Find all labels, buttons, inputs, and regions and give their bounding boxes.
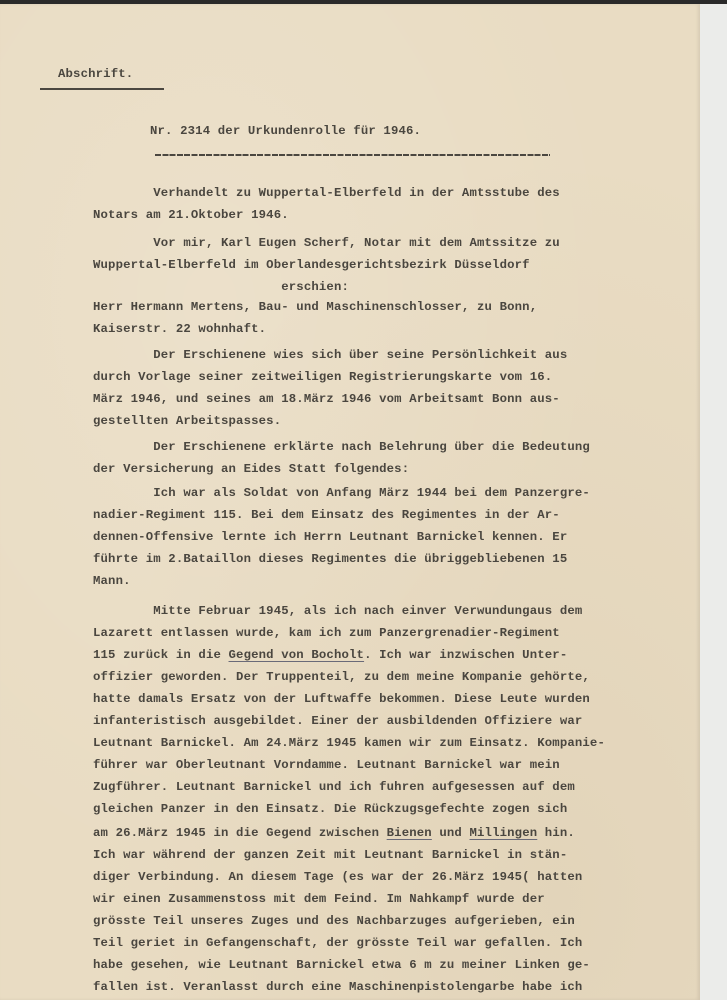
body-line-text: Kaiserstr. 22 wohnhaft. xyxy=(93,322,267,336)
body-line xyxy=(93,280,349,294)
document-page xyxy=(0,4,700,1000)
body-line xyxy=(93,300,537,314)
body-line-text: Teil geriet in Gefangenschaft, der grösste Teil war gefallen. Ich xyxy=(93,936,583,950)
scan-background-strip xyxy=(700,4,727,1000)
body-line xyxy=(93,802,567,816)
header-underline xyxy=(40,88,164,90)
body-line xyxy=(93,936,582,950)
body-line xyxy=(93,508,560,522)
document-header: Abschrift. xyxy=(58,67,134,81)
body-line xyxy=(93,530,567,544)
body-line-text: gestellten Arbeitspasses. xyxy=(93,414,282,428)
body-line-text: habe gesehen, wie Leutnant Barnickel etwa 6 m zu meiner Linken ge- xyxy=(93,958,590,972)
body-line xyxy=(93,462,409,476)
body-line xyxy=(93,670,590,684)
body-line-text: Ich war als Soldat von Anfang März 1944 bei dem Panzergre- xyxy=(93,486,590,500)
body-line-text: nadier-Regiment 115. Bei dem Einsatz des Regimentes in der Ar- xyxy=(93,508,560,522)
body-line-text: gleichen Panzer in den Einsatz. Die Rückzugsgefechte zogen sich xyxy=(93,802,568,816)
underlined-place-bocholt: Gegend von Bocholt xyxy=(228,648,365,662)
body-line xyxy=(93,758,560,772)
body-line xyxy=(93,736,605,750)
body-line xyxy=(93,236,560,250)
underlined-place-millingen: Millingen xyxy=(469,826,538,840)
body-line xyxy=(93,870,582,884)
body-line-text: Leutnant Barnickel. Am 24.März 1945 kamen wir zum Einsatz. Kompanie- xyxy=(93,736,605,750)
body-line xyxy=(93,692,590,706)
body-line xyxy=(93,714,582,728)
body-line-text: dennen-Offensive lernte ich Herrn Leutnant Barnickel kennen. Er xyxy=(93,530,568,544)
body-line xyxy=(93,848,567,862)
body-line xyxy=(93,980,582,994)
body-line-text: fallen ist. Veranlasst durch eine Maschinenpistolengarbe habe ich xyxy=(93,980,583,994)
underlined-place-bienen: Bienen xyxy=(386,826,432,840)
document-title: Nr. 2314 der Urkundenrolle für 1946. xyxy=(150,124,422,138)
body-line-text: offizier geworden. Der Truppenteil, zu dem meine Kompanie gehörte, xyxy=(93,670,590,684)
body-line-text: führer war Oberleutnant Vorndamme. Leutnant Barnickel war mein xyxy=(93,758,560,772)
body-line-text: Der Erschienene wies sich über seine Persönlichkeit aus xyxy=(93,348,568,362)
body-line xyxy=(93,208,289,222)
body-line-text: Notars am 21.Oktober 1946. xyxy=(93,208,289,222)
title-underline xyxy=(155,154,550,156)
body-line xyxy=(93,914,575,928)
body-line xyxy=(93,552,567,566)
body-line-text: Lazarett entlassen wurde, kam ich zum Panzergrenadier-Regiment xyxy=(93,626,560,640)
body-line-text: diger Verbindung. An diesem Tage (es war der 26.März 1945( hatten xyxy=(93,870,583,884)
body-line xyxy=(93,348,567,362)
body-line-text: Ich war während der ganzen Zeit mit Leutnant Barnickel in stän- xyxy=(93,848,568,862)
body-line xyxy=(93,486,590,500)
body-line xyxy=(93,826,575,840)
body-line-text: durch Vorlage seiner zeitweiligen Registrierungskarte vom 16. xyxy=(93,370,553,384)
body-line xyxy=(93,258,530,272)
body-line-text: und xyxy=(431,826,470,840)
body-line xyxy=(93,648,567,662)
body-line-text: grösste Teil unseres Zuges und des Nachbarzuges aufgerieben, ein xyxy=(93,914,575,928)
body-line xyxy=(93,604,582,618)
body-line xyxy=(93,958,590,972)
body-line-text: Herr Hermann Mertens, Bau- und Maschinenschlosser, zu Bonn, xyxy=(93,300,538,314)
body-line xyxy=(93,892,545,906)
body-line-text: der Versicherung an Eides Statt folgendes: xyxy=(93,462,410,476)
body-line-text: am 26.März 1945 in die Gegend zwischen xyxy=(93,826,387,840)
body-line xyxy=(93,392,560,406)
body-line-text: Zugführer. Leutnant Barnickel und ich fuhren aufgesessen auf dem xyxy=(93,780,575,794)
body-line-text: . Ich war inzwischen Unter- xyxy=(364,648,568,662)
body-line-text: März 1946, und seines am 18.März 1946 vom Arbeitsamt Bonn aus- xyxy=(93,392,560,406)
body-line xyxy=(93,626,560,640)
body-line-text: hin. xyxy=(537,826,575,840)
body-line-text: Mann. xyxy=(93,574,131,588)
body-line xyxy=(93,780,575,794)
body-line-text: erschien: xyxy=(93,280,349,294)
body-line-text: wir einen Zusammenstoss mit dem Feind. Im Nahkampf wurde der xyxy=(93,892,545,906)
body-line xyxy=(93,322,266,336)
body-line-text: Verhandelt zu Wuppertal-Elberfeld in der Amtsstube des xyxy=(93,186,560,200)
body-line-text: hatte damals Ersatz von der Luftwaffe bekommen. Diese Leute wurden xyxy=(93,692,590,706)
body-line-text: 115 zurück in die xyxy=(93,648,229,662)
body-line xyxy=(93,414,281,428)
body-line xyxy=(93,186,560,200)
body-line-text: Wuppertal-Elberfeld im Oberlandesgerichtsbezirk Düsseldorf xyxy=(93,258,530,272)
body-line xyxy=(93,574,131,588)
body-line xyxy=(93,370,552,384)
body-line-text: führte im 2.Bataillon dieses Regimentes die übriggebliebenen 15 xyxy=(93,552,568,566)
body-line-text: infanteristisch ausgebildet. Einer der ausbildenden Offiziere war xyxy=(93,714,583,728)
body-line-text: Vor mir, Karl Eugen Scherf, Notar mit dem Amtssitze zu xyxy=(93,236,560,250)
body-line-text: Der Erschienene erklärte nach Belehrung über die Bedeutung xyxy=(93,440,590,454)
body-line xyxy=(93,440,590,454)
body-line-text: Mitte Februar 1945, als ich nach einver Verwundungaus dem xyxy=(93,604,583,618)
